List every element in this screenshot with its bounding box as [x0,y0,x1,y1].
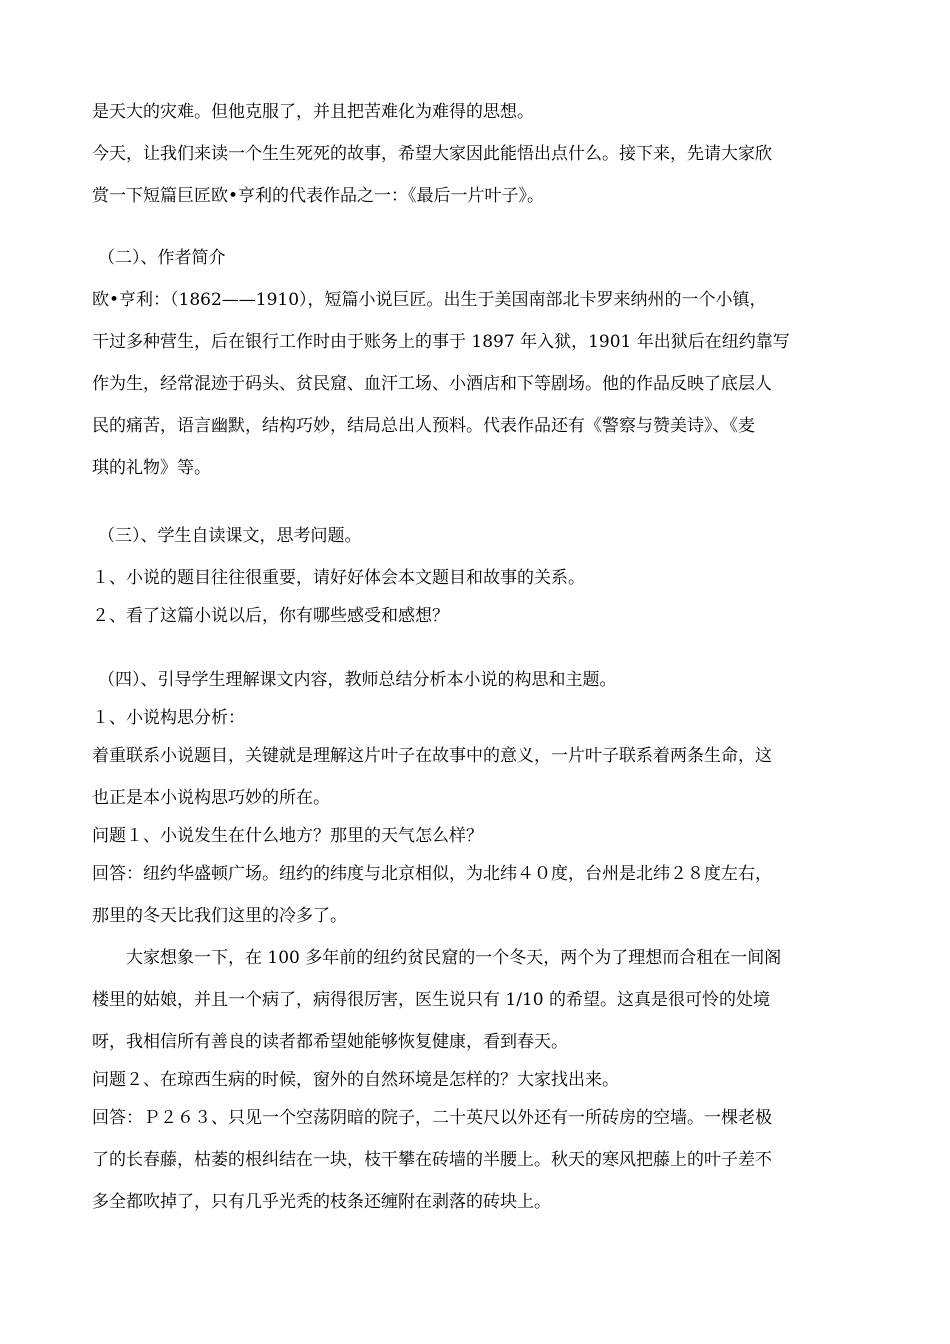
answer-line: 回答：纽约华盛顿广场。纽约的纬度与北京相似，为北纬４０度，台州是北纬２８度左右， [92,864,772,884]
text-line: 赏一下短篇巨匠欧•亨利的代表作品之一：《最后一片叶子》。 [92,186,545,206]
text-line: 今天，让我们来读一个生生死死的故事，希望大家因此能悟出点什么。接下来，先请大家欣 [92,144,772,164]
answer-line: 回答：Ｐ２６３、只见一个空荡阴暗的院子，二十英尺以外还有一所砖房的空墙。一棵老极 [92,1108,772,1128]
question-item: １、小说的题目往往很重要，请好好体会本文题目和故事的关系。 [92,568,585,588]
section-heading: （三）、学生自读课文，思考问题。 [98,526,362,546]
text-line: 呀，我相信所有善良的读者都希望她能够恢复健康，看到春天。 [92,1032,568,1052]
question-item: ２、看了这篇小说以后，你有哪些感受和感想？ [92,606,449,626]
text-line: 作为生，经常混迹于码头、贫民窟、血汗工场、小酒店和下等剧场。他的作品反映了底层人 [92,374,772,394]
section-heading: （二）、作者简介 [98,248,226,268]
text-line: 民的痛苦，语言幽默，结构巧妙，结局总出人预料。代表作品还有《警察与赞美诗》、《麦 [92,416,755,436]
text-line: 欧•亨利：（1862——1910），短篇小说巨匠。出生于美国南部北卡罗来纳州的一个小镇， [92,290,767,310]
text-line: 那里的冬天比我们这里的冷多了。 [92,906,347,926]
subsection-heading: １、小说构思分析： [92,708,245,728]
text-line: 了的长春藤，枯萎的根纠结在一块，枝干攀在砖墙的半腰上。秋天的寒风把藤上的叶子差不 [92,1150,772,1170]
text-line: 多全都吹掉了，只有几乎光秃的枝条还缠附在剥落的砖块上。 [92,1192,551,1212]
question-line: 问题２、在琼西生病的时候，窗外的自然环境是怎样的？大家找出来。 [92,1070,619,1090]
paragraph-indented-line: 大家想象一下，在 100 多年前的纽约贫民窟的一个冬天，两个为了理想而合租在一间阁 [126,948,782,968]
text-line: 着重联系小说题目，关键就是理解这片叶子在故事中的意义，一片叶子联系着两条生命，这 [92,746,772,766]
section-heading: （四）、引导学生理解课文内容，教师总结分析本小说的构思和主题。 [98,670,617,690]
text-line: 也正是本小说构思巧妙的所在。 [92,788,330,808]
text-line: 楼里的姑娘，并且一个病了，病得很厉害，医生说只有 1/10 的希望。这真是很可怜的处境 [92,990,770,1010]
question-line: 问题１、小说发生在什么地方？那里的天气怎么样？ [92,826,483,846]
text-line: 干过多种营生，后在银行工作时由于账务上的事于 1897 年入狱，1901 年出狱后在纽约靠写 [92,332,790,352]
text-line: 是天大的灾难。但他克服了，并且把苦难化为难得的思想。 [92,102,534,122]
text-line: 琪的礼物》等。 [92,458,211,478]
